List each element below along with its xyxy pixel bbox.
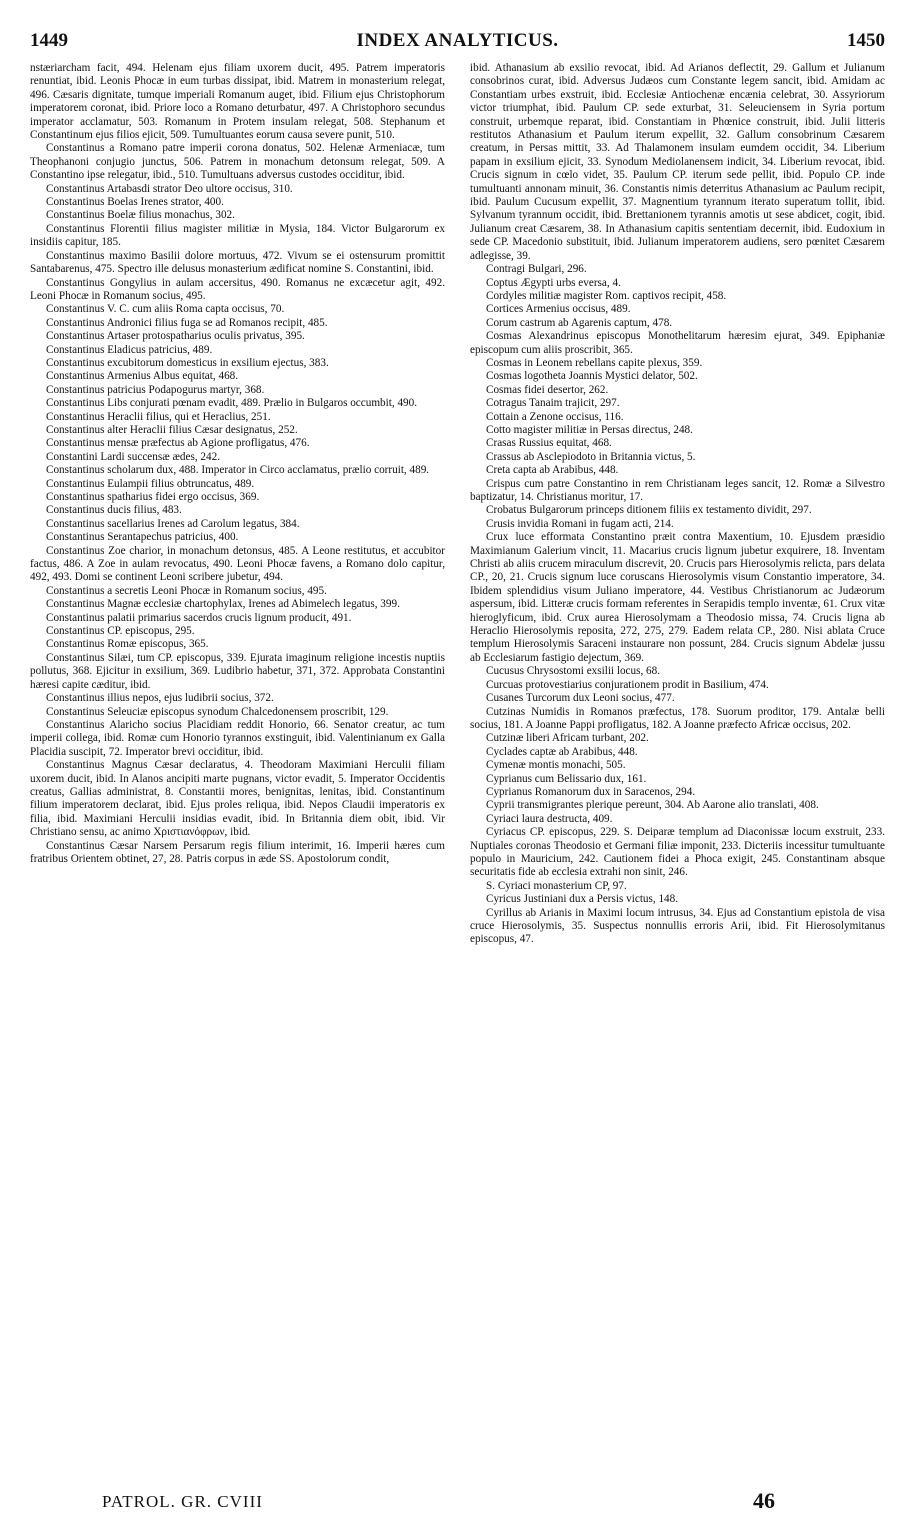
index-entry: Constantinus sacellarius Irenes ad Carolum legatus, 384. (46, 517, 300, 530)
index-entry: Constantinus Serantapechus patricius, 400. (46, 531, 239, 544)
index-entry: Cusanes Turcorum dux Leoni socius, 477. (486, 692, 675, 705)
index-entry: Constantinus Artabasdi strator Deo ultore occisus, 310. (46, 182, 293, 195)
index-entry: Constantinus Cæsar Narsem Persarum regis filium interimit, 16. Imperii hæres cum fratribus Orientem obtinet, 27, 28. Patris corpus in æde SS. Apostolorum condit, (30, 839, 445, 865)
index-entry: Constantinus Heraclii filius, qui et Heraclius, 251. (46, 410, 271, 423)
index-entry: Constantinus Seleuciæ episcopus synodum Chalcedonensem proscribit, 129. (46, 705, 389, 718)
index-entry: Cyprii transmigrantes plerique pereunt, 304. Ab Aarone alio translati, 408. (486, 799, 819, 812)
index-entry: Constantinus maximo Basilii dolore mortuus, 472. Vivum se ei ostensurum promittit Santabarenus, 475. Spectro ille delusus monasterium ædificat nomine S. Constantini, ibid. (30, 249, 445, 276)
index-entry: Constantinus Magnæ ecclesiæ chartophylax, Irenes ad Abimelech legatus, 399. (46, 598, 400, 611)
index-entry: Corum castrum ab Agarenis captum, 478. (486, 316, 673, 329)
index-entry: Constantinus Eulampii filius obtruncatus, 489. (46, 477, 255, 490)
index-entry: Constantinus a Romano patre imperii corona donatus, 502. Helenæ Armeniacæ, tum Theophanoni conjugio junctus, 506. Patrem in monachum detonsum relegat, 509. A Constantino ipse relegatur, ibid., 510. Tumultuans adversus custodes occiditur, ibid. (30, 142, 445, 182)
index-entry: Constantinus Zoe charior, in monachum detonsus, 485. A Leone restitutus, et accubitor factus, 486. A Zoe in aulam revocatus, 490. Leoni Phocæ favens, a Romano dolo capitur, 492, 493. Domi se continent Leoni scribere jubetur, 494. (30, 544, 445, 584)
index-entry: Constantinus palatii primarius sacerdos crucis lignum producit, 491. (46, 611, 352, 624)
index-entry: Constantinus Artaser protospatharius oculis privatus, 395. (46, 330, 305, 343)
index-entry: Cyprianus cum Belissario dux, 161. (486, 772, 647, 785)
index-entry: Crusis invidia Romani in fugam acti, 214. (486, 517, 674, 530)
index-entry: Constantinus Libs conjurati pœnam evadit, 489. Prælio in Bulgaros occumbit, 490. (46, 397, 418, 410)
index-entry: Cutzinas Numidis in Romanos præfectus, 178. Suorum proditor, 179. Antalæ belli socius, 181. A Joanne Pappi profligatus, 182. A Joanne præfecto Africæ occisus, 202. (470, 705, 885, 731)
index-entry: Constantinus CP. episcopus, 295. (46, 625, 195, 638)
index-entry: Cosmas in Leonem rebellans capite plexus, 359. (486, 356, 703, 369)
page-footer (30, 1488, 885, 1522)
index-entry: Constantinus Silæi, tum CP. episcopus, 339. Ejurata imaginum religione incestis nuptiis pollutus, 368. Ejicitur in exsilium, 369. Ludibrio habetur, 371, 372. Approbata Constantini hæresi capite cæditur, ibid. (30, 651, 445, 691)
index-entry: Cutzinæ liberi Africam turbant, 202. (486, 732, 649, 745)
index-entry: Cosmas logotheta Joannis Mystici delator, 502. (486, 370, 698, 383)
index-entry: Constantinus V. C. cum aliis Roma capta occisus, 70. (46, 303, 285, 316)
index-entry: Constantinus scholarum dux, 488. Imperator in Circo acclamatus, prælio corruit, 489. (46, 464, 430, 477)
index-entry: Cyriaci laura destructa, 409. (486, 812, 613, 825)
left-column (30, 62, 445, 1482)
index-entry: Constantinus Alaricho socius Placidiam reddit Honorio, 66. Senator creatur, ac tum imperii collega, ibid. Romæ cum Honorio tyrannos exstinguit, ibid. Valentinianum ex Galla Placidia suscipit, 72. Imperator brevi occiditur, ibid. (30, 718, 445, 758)
index-entry: Cyriacus CP. episcopus, 229. S. Deiparæ templum ad Diaconissæ locum exstruit, 233. Nuptiales coronas Theodosio et Germani filiæ imponit, 233. Dicteriis incessitur tumultuante populo in Mauricium, 242. Cautionem fidei a Phoca exigit, 245. Constantinam absque securitatis fide ab ecclesia extrahi non sinit, 246. (470, 826, 885, 879)
index-entry: Constantinus mensæ præfectus ab Agione profligatus, 476. (46, 437, 310, 450)
index-entry: Cordyles militiæ magister Rom. captivos recipit, 458. (486, 289, 727, 302)
index-entry: Cyrillus ab Arianis in Maximi locum intrusus, 34. Ejus ad Constantium epistola de visa cruce Hierosolymis, 35. Suspectus nonnullis erroris Arii, ibid. Fit Hierosolymitanus episcopus, 47. (470, 906, 885, 946)
index-entry: Constantinus Gongylius in aulam accersitus, 490. Romanus ne excæcetur agit, 492. Leoni Phocæ in Romanum socius, 495. (30, 276, 445, 302)
page-header (30, 30, 885, 56)
index-entry: Crispus cum patre Constantino in rem Christianam leges sancit, 12. Romæ a Silvestro baptizatur, 14. Christianus moritur, 17. (470, 477, 885, 503)
left-page-number: 1449 (30, 30, 68, 51)
index-entry: Constantinus Romæ episcopus, 365. (46, 638, 209, 651)
index-entry: Constantinus Boelæ filius monachus, 302. (46, 209, 235, 222)
index-entry: S. Cyriaci monasterium CP, 97. (486, 879, 627, 892)
index-entry: Cyprianus Romanorum dux in Saracenos, 294. (486, 785, 696, 798)
index-entry: Constantinus alter Heraclii filius Cæsar designatus, 252. (46, 423, 298, 436)
index-entry: Constantinus Eladicus patricius, 489. (46, 343, 213, 356)
index-entry: Cyclades captæ ab Arabibus, 448. (486, 745, 638, 758)
index-entry: Constantinus Armenius Albus equitat, 468. (46, 370, 239, 383)
index-entry: Cucusus Chrysostomi exsilii locus, 68. (486, 665, 661, 678)
index-entry: Constantinus illius nepos, ejus ludibrii socius, 372. (46, 692, 274, 705)
index-entry: Cottain a Zenone occisus, 116. (486, 410, 624, 423)
running-title: INDEX ANALYTICUS. (356, 30, 559, 51)
index-entry: Cosmas fidei desertor, 262. (486, 383, 609, 396)
index-entry: Creta capta ab Arabibus, 448. (486, 464, 619, 477)
index-entry: Cortices Armenius occisus, 489. (486, 303, 631, 316)
index-entry: Crasas Russius equitat, 468. (486, 437, 612, 450)
index-entry: Constantinus excubitorum domesticus in exsilium ejectus, 383. (46, 356, 329, 369)
index-entry: ibid. Athanasium ab exsilio revocat, ibid. Ad Arianos deflectit, 29. Gallum et Julianum consobrinos curat, ibid. Adversus Judæos cum Constante legem sancit, ibid. Amidam ac Constantiam urbes exstruit, ibid. Ecclesiæ Antiochenæ encænia celebrat, 30. Assyriorum victor triumphat, ibid. Paulum CP. sede exturbat, 31. Seleuciensem in Syria portum construit, urbemque reparat, ibid. Constantiam in Phœnice construit, ibid. Julii litteris restitutos Athanasium et Paulum iterum expellit, 32. Gallum consobrinum Cæsarem creatum, in Persas mittit, 33. Ad Thalamonem insulam eumdem occidit, 34. Liberium papam in exsilium ejicit, 33. Synodum Mediolanensem indicit, 34. Liberium revocat, ibid. Crucis signum in cœlo videt, 35. Paulum CP. iterum sede pellit, ibid. Populo CP. inde tumultuanti annonam minuit, 36. Constantis nimis deterritus Athanasium ac Paulum recipit, ibid. Paulum Cucusum expellit, 37. Magnentium tyrannum iterato superatum tollit, ibid. Sylvanum tyrannum occidit, ibid. Brettanionem tyrannis amotis ut sese abdicet, cogit, ibid. Julianum creat Cæsarem, 38. In Athanasium capitis sententiam decernit, ibid. Eudoxium in sede CP. Macedonio substituit, ibid. Julianum imperatorem audiens, sero pœnitet Cæsarem adlegisse, 39. (470, 62, 885, 262)
index-entry: Cosmas Alexandrinus episcopus Monothelitarum hæresim ejurat, 349. Epiphaniæ episcopum cum aliis proscribit, 365. (470, 330, 885, 356)
right-column (470, 62, 885, 1482)
index-entry: Cotragus Tanaim trajicit, 297. (486, 397, 620, 410)
index-entry: Constantinus ducis filius, 483. (46, 504, 182, 517)
index-entry: Coptus Ægypti urbs eversa, 4. (486, 276, 621, 289)
index-entry: Contragi Bulgari, 296. (486, 263, 587, 276)
index-entry: Cotto magister militiæ in Persas directus, 248. (486, 423, 693, 436)
index-entry: Constantinus Andronici filius fuga se ad Romanos recipit, 485. (46, 316, 328, 329)
index-entry: Constantinus spatharius fidei ergo occisus, 369. (46, 491, 260, 503)
index-entry: Crobatus Bulgarorum princeps ditionem filiis ex testamento dividit, 297. (486, 504, 812, 517)
sheet-number: 46 (753, 1488, 775, 1513)
index-entry: Cyricus Justiniani dux a Persis victus, 148. (486, 893, 679, 906)
index-entry: Curcuas protovestiarius conjurationem prodit in Basilium, 474. (486, 678, 769, 691)
index-entry: Cymenæ montis monachi, 505. (486, 759, 626, 772)
index-entry: Constantinus Florentii filius magister militiæ in Mysia, 184. Victor Bulgarorum ex insidiis capitur, 185. (30, 222, 445, 249)
index-entry: Constantini Lardi succensæ ædes, 242. (46, 450, 221, 463)
index-entry: Constantinus patricius Podapogurus martyr, 368. (46, 383, 265, 396)
index-entry: Crassus ab Asclepiodoto in Britannia victus, 5. (486, 450, 696, 463)
index-entry: Constantinus a secretis Leoni Phocæ in Romanum socius, 495. (46, 584, 327, 597)
right-page-number: 1450 (847, 30, 885, 51)
index-entry: nstæriarcham facit, 494. Helenam ejus filiam uxorem ducit, 495. Patrem imperatoris renuntiat, ibid. Leonis Phocæ in eum turbas dissipat, ibid. Matrem in monasterium relegat, 496. Cæsaris dignitate, tumque imperiali Romanum auget, ibid. Filium ejus Christophorum imperatorem coronat, ibid. Priore loco a Romano deturbatur, 497. A Christophoro secundus imperator acclamatur, 503. Romanum in Protem insulam relegat, 508. Stephanum et Constantinum ejus filios ejicit, 509. Tumultuantes eorum causa severe punit, 510. (30, 62, 445, 142)
printer-signature: PATROL. GR. CVIII (102, 1492, 263, 1511)
index-entry: Constantinus Boelas Irenes strator, 400. (46, 196, 224, 209)
index-entry: Constantinus Magnus Cæsar declaratus, 4. Theodoram Maximiani Herculii filiam uxorem ducit, ibid. In Alanos ancipiti marte pugnans, victor evadit, 5. Imperator Occidentis creatus, Gallias administrat, 8. Constantii mores, benignitas, lenitas, ibid. Constantinum filium imperatorem declarat, ibid. Ejus proles reliqua, ibid. Nepos Claudii imperatoris ex filia, ibid. Maximiani Herculii insidias evadit, ibid. In Britannia diem obit, ibid. Vir Christiano sensu, ac animo Χριστιανόφρων, ibid. (30, 759, 445, 839)
index-entry: Crux luce efformata Constantino præit contra Maxentium, 10. Ejusdem præsidio Maximianum Galerium vincit, 11. Macarius crucis lignum jubetur exquirere, 18. Inventam Christi ab aliis crucem miraculum discrevit, 20. Crucis pars Hierosolymis relicta, pars delata CP., 20, 21. Crucis signum luce coruscans Hierosolymis visum Constantio imperatore, 34. Ibidem splendidius visum Juliano imperatore, 44. Vestibus Christianorum ac Judæorum aspersum, ibid. Litteræ crucis formam referentes in Serapidis templo inventæ, 61. Crux vitæ hieroglyficum, ibid. Crux aurea Hierosolymam a Theodosio missa, 74. Crucis ligna ab Heraclio Hierosolymis reposita, 272, 275, 279. Eadem relata CP., 280. Nisi ablata Cruce templum Hierosolymis Saraceni instaurare non possunt, 284. Crucis signum Abdelæ jussu ab Ecclesiarum fastigio dejectum, 369. (470, 531, 885, 664)
